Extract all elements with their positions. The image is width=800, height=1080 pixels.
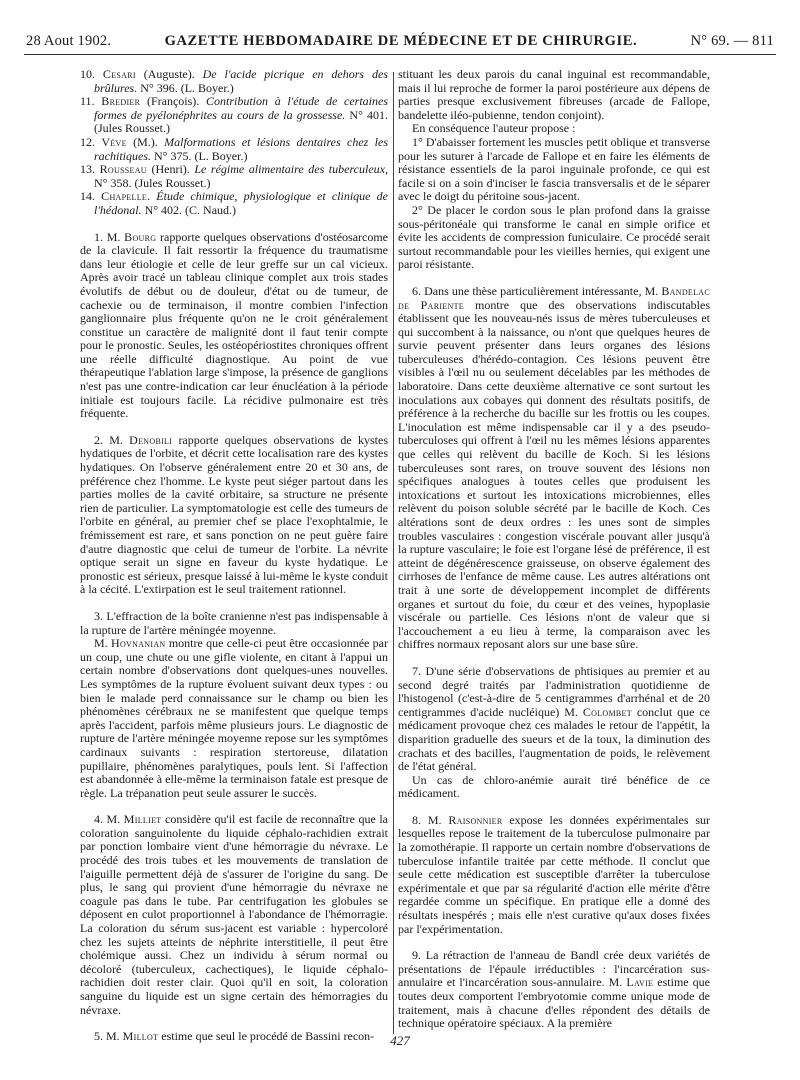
bibliography-entry: 11. Bredier (François). Contribution à l'étude de certaines formes de pyélonéphrites au cours de la grossesse. N° 401. (Jules Rousset.) bbox=[80, 94, 388, 136]
abstract-5-continued: stituant les deux parois du canal inguinal est recommandable, mais il lui reproche de former la paroi postérieure aux dépens de parties presque exclusivement fibreuses (arcade de Fallope, bandelette iléo-pubienne, tendon conjoint). bbox=[398, 67, 710, 122]
abstract-5: 5. M. Millot estime que seul le procédé de Bassini recon- bbox=[94, 1029, 375, 1044]
abstract-5-item-2: 2° De placer le cordon sous le plan profond dans la graisse sous-péritonéale qui transforme le canal en simple orifice et évite les accidents de compression funiculaire. Ce procédé serait surtout recommandable pour les vieilles hernies, qui exigent une paroi résistante. bbox=[398, 202, 710, 272]
page-folio: 427 bbox=[390, 1033, 410, 1048]
abstract-1: 1. M. Bourg rapporte quelques observations d'ostéosarcome de la clavicule. Il fait ressortir la fréquence du traumatisme dans leur étiologie et celle de leur greffe sur un cal vicieux. Après avoir tracé un tableau clinique complet aux trois stades évolutifs de début ou de douleur, d'état ou de tumeur, de cachexie ou de terminaison, il montre combien l'infection ganglionnaire plus fréquente qu'on ne le croit généralement constitue un caractère de malignité dont il faut tenir compte pour le pronostic. Seules, les ostéopériostites chroniques offrent une réelle difficulté diagnostique. Au point de vue thérapeutique l'ablation large s'impose, la présence de ganglions n'est pas une contre-indication car leur énucléation à la période initiale est toujours facile. La récidive pulmonaire est très fréquente. bbox=[80, 229, 389, 421]
bibliography-entry: 12. Vève (M.). Malformations et lésions dentaires chez les rachitiques. N° 375. (L. Boyer.) bbox=[80, 134, 388, 163]
abstract-7-note: Un cas de chloro-anémie aurait tiré bénéfice de ce médicament. bbox=[398, 772, 710, 801]
abstract-4: 4. M. Milliet considère qu'il est facile de reconnaître que la coloration sanguinolente du liquide céphalo-rachidien extrait par ponction lombaire vient d'une hémorragie du névraxe. Le procédé des trois tubes et les mouvements de translation de l'aiguille permettent déjà de s'assurer de l'origine du sang. De plus, le sang qui provient d'une hémorragie du névraxe ne coagule pas dans le tube. Par centrifugation les globules se déposent en culot proportionnel à l'abondance de l'hémorragie. La coloration du sérum sus-jacent est variable : hypercoloré chez les sujets atteints de néphrite interstitielle, il peut être cholémique aussi. Chez un individu à sérum normal ou décoloré (tuberculeux, cachectiques), le liquide céphalo-rachidien doit rester clair. Quoi qu'il en soit, la coloration sanguine du liquide est un signe certain des hémorragies du névraxe. bbox=[80, 812, 388, 1017]
bibliography-entry: 13. Rousseau (Henri). Le régime alimentaire des tuberculeux, N° 358. (Jules Rousset.) bbox=[80, 162, 388, 190]
abstract-6: 6. Dans une thèse particulièrement intéressante, M. Bandelac de Pariente montre que des observations indiscutables établissent que les nouveau-nés issus de mères tuberculeuses et qui succombent à la naissance, ou n'ont que quelques heures de survie peuvent présenter dans leurs organes des lésions tuberculeuses d'hérédo-contagion. Ces lésions peuvent être visibles à l'œil nu ou seulement décelables par les méthodes de laboratoire. Dans cette deuxième alternative ce sont surtout les inoculations aux cobayes qui donnent des résultats positifs, de préférence à la recherche du bacille sur les frottis ou les coupes. L'inoculation est même indispensable car il y a des pseudo-tuberculoses qui offrent à l'œil nu les mêmes lésions apparentes que celles qui relèvent du bacille de Koch. Si les lésions tuberculeuses sont rares, on trouve souvent des lésions non spécifiques analogues à toutes celles que produisent les intoxications et surtout les intoxications microbiennes, elles relèvent du poison soluble sécrété par le bacille de Koch. Ces altérations sont de deux ordres : les unes sont de simples troubles vasculaires : congestion viscérale pouvant aller jusqu'à la rupture vasculaire; le foie est l'organe lésé de préférence, il est atteint de dégénérescence graisseuse, on observe également des cirrhoses de l'enfance de même cause. Les autres altérations ont trait à une sorte de développement incomplet de différents organes et surtout du foie, du cœur et des veines, hypoplasie viscérale ou partielle. Ces lésions n'ont de valeur que si l'accouchement a eu lieu à terme, la comparaison avec les chiffres normaux reposant alors sur une base sûre. bbox=[398, 283, 711, 652]
header-rule bbox=[24, 54, 776, 55]
abstract-2: 2. M. Denobili rapporte quelques observations de kystes hydatiques de l'orbite, et décrit cette localisation rare des kystes hydatiques. On l'observe généralement entre 20 et 30 ans, de préférence chez l'homme. Le kyste peut siéger partout dans les parties molles de la cavité orbitaire, sa structure ne présente rien de particulier. La symptomatologie est celle des tumeurs de l'orbite en général, au premier chef se place l'exophtalmie, le frémissement est rare, et sans ponction on ne peut guère faire d'autre diagnostic que celui de tumeur de l'orbite. La névrite optique serait un signe en faveur du kyste hydatique. Le pronostic est sérieux, presque laissé à lui-même le kyste conduit à la cécité. L'extirpation est le seul traitement rationnel. bbox=[80, 432, 388, 597]
bibliography-list bbox=[80, 68, 388, 218]
left-column bbox=[80, 67, 389, 1044]
bibliography-entry: 10. Cesari (Auguste). De l'acide picrique en dehors des brûlures. N° 396. (L. Boyer.) bbox=[80, 67, 388, 95]
bibliography-entry: 14. Chapelle. Étude chimique, physiologique et clinique de l'hédonal. N° 402. (C. Naud.) bbox=[80, 189, 388, 217]
column-divider bbox=[393, 72, 394, 1034]
abstract-5-item-1: 1° D'abaisser fortement les muscles petit oblique et transverse pour les suturer à l'arcade de Fallope et en faire les éléments de résistance essentiels de la paroi inguinale profonde, ce qui est facile si on a soin d'inciser le fascia transversalis et de le séparer avec le doigt du péritoine sous-jacent. bbox=[398, 134, 710, 204]
abstract-5-consequence: En conséquence l'auteur propose : bbox=[412, 121, 576, 136]
abstract-9: 9. La rétraction de l'anneau de Bandl crée deux variétés de présentations de l'épaule irréductibles : l'incarcération sus-annulaire et l'incarcération sous-annulaire. M. Lavie estime que toutes deux comportent l'embryotomie comme unique mode de traitement, mais à chacune d'elles répondent des détails de technique opératoire spéciaux. A la première bbox=[398, 948, 711, 1031]
right-column bbox=[398, 68, 710, 1036]
abstract-8: 8. M. Raisonnier expose les données expérimentales sur lesquelles repose le traitement de la tuberculose pulmonaire par la zomothérapie. Il rapporte un certain nombre d'observations de tuberculose infantile traitée par cette méthode. Il conclut que seule cette médication est susceptible d'arrêter la tuberculose expérimentale et que par sa régularité d'action elle mérite d'être regardée comme un spécifique. En pratique elle a donné des résultats inespérés ; mais elle n'est curative qu'aux doses fixées par l'expérimentation. bbox=[398, 812, 711, 936]
header-journal-title: GAZETTE HEBDOMADAIRE DE MÉDECINE ET DE CHIRURGIE. bbox=[164, 33, 638, 49]
abstract-3-intro: 3. L'effraction de la boîte cranienne n'est pas indispensable à la rupture de l'artère méningée moyenne. bbox=[80, 608, 388, 637]
abstract-7: 7. D'une série d'observations de phtisiques au premier et au second degré traités par l'administration quotidienne de l'histogenol (c'est-à-dire de 5 centigrammes d'arrhénal et de 20 centigrammes d'acide nucléique) M. Colombet conclut que ce médicament provoque chez ces malades le retour de l'appétit, la disparition graduelle des sueurs et de la toux, la diminution des crachats et des bacilles, l'augmentation de poids, le relèvement de l'état général. bbox=[398, 663, 710, 774]
header-issue-page: N° 69. — 811 bbox=[690, 33, 774, 49]
abstract-3: M. Hovnanian montre que celle-ci peut être occasionnée par un coup, une chute ou une gifle violente, en citant à l'appui un certain nombre d'observations dont quelques-unes nouvelles. Les symptômes de la rupture évoluent suivant deux types : ou bien le malade perd connaissance sur le champ ou bien les phénomènes cérébraux ne se manifestent que quelque temps après l'accident, parfois même plusieurs jours. Le diagnostic de rupture de l'artère méningée moyenne repose sur les symptômes cardinaux suivants : respiration stertoreuse, dilatation pupillaire, phénomènes paralytiques, pouls lent. Si l'affection est abandonnée à elle-même la terminaison fatale est presque de règle. La trépanation peut seule assurer le succès. bbox=[80, 636, 388, 800]
header-date: 28 Aout 1902. bbox=[26, 33, 112, 49]
running-header bbox=[26, 33, 774, 50]
